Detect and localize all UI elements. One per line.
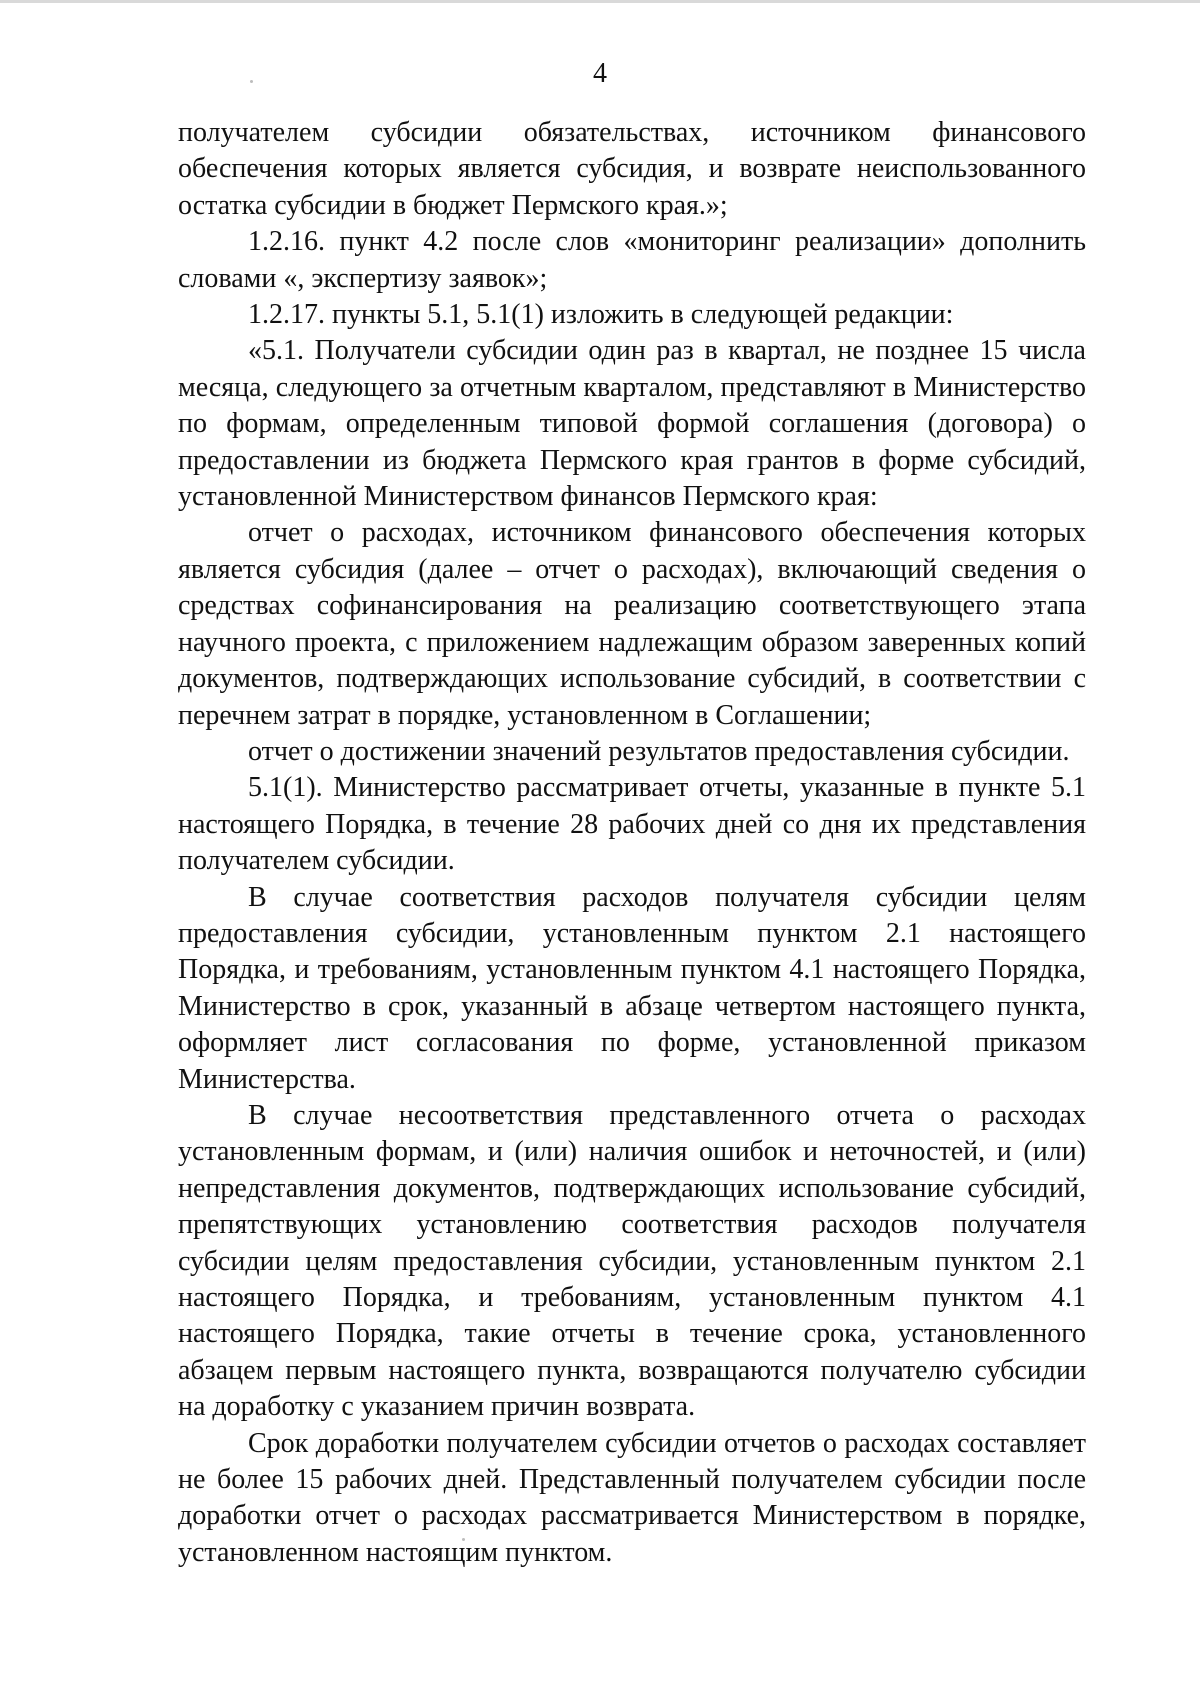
document-body xyxy=(178,115,1086,1571)
paragraph: отчет о достижении значений результатов предоставления субсидии. xyxy=(248,735,1070,767)
paragraph: получателем субсидии обязательствах, источником финансового обеспечения которых является субсидия, и возврате неиспользованного остатка субсидии в бюджет Пермского края.»; xyxy=(178,117,1086,221)
paragraph: 1.2.17. пункты 5.1, 5.1(1) изложить в следующей редакции: xyxy=(248,299,954,331)
page-number: 4 xyxy=(593,58,607,89)
paragraph: 5.1(1). Министерство рассматривает отчеты, указанные в пункте 5.1 настоящего Порядка, в течение 28 рабочих дней со дня их представления получателем субсидии. xyxy=(178,772,1086,877)
paragraph: В случае несоответствия представленного отчета о расходах установленным формам, и (или) наличия ошибок и неточностей, и (или) непредставления документов, подтверждающих использование субсидий, препятствующих установлению соответствия расходов получателя субсидии целям предоставления субсидии, установленным пунктом 2.1 настоящего Порядка, и требованиям, установленным пунктом 4.1 настоящего Порядка, такие отчеты в течение срока, установленного абзацем первым настоящего пункта, возвращаются получателю субсидии на доработку с указанием причин возврата. xyxy=(178,1099,1086,1423)
paragraph: «5.1. Получатели субсидии один раз в квартал, не позднее 15 числа месяца, следующего за отчетным кварталом, представляют в Министерство по формам, определенным типовой формой соглашения (договора) о предоставлении из бюджета Пермского края грантов в форме субсидий, установленной Министерством финансов Пермского края: xyxy=(178,335,1086,513)
paragraph: В случае соответствия расходов получателя субсидии целям предоставления субсидии, установленным пунктом 2.1 настоящего Порядка, и требованиям, установленным пунктом 4.1 настоящего Порядка, Министерство в срок, указанный в абзаце четвертом настоящего пункта, оформляет лист согласования по форме, установленной приказом Министерства. xyxy=(178,881,1086,1095)
paragraph: 1.2.16. пункт 4.2 после слов «мониторинг реализации» дополнить словами «, экспертизу заявок»; xyxy=(178,226,1086,294)
paragraph: отчет о расходах, источником финансового обеспечения которых является субсидия (далее – отчет о расходах), включающий сведения о средствах софинансирования на реализацию соответствующего этапа научного проекта, с приложением надлежащим образом заверенных копий документов, подтверждающих использование субсидий, в соответствии с перечнем затрат в порядке, установленном в Соглашении; xyxy=(178,517,1086,731)
scan-top-edge xyxy=(0,0,1200,3)
paragraph: Срок доработки получателем субсидии отчетов о расходах составляет не более 15 рабочих дней. Представленный получателем субсидии после доработки отчет о расходах рассматривается Министерством в порядке, установленном настоящим пунктом. xyxy=(178,1427,1086,1568)
